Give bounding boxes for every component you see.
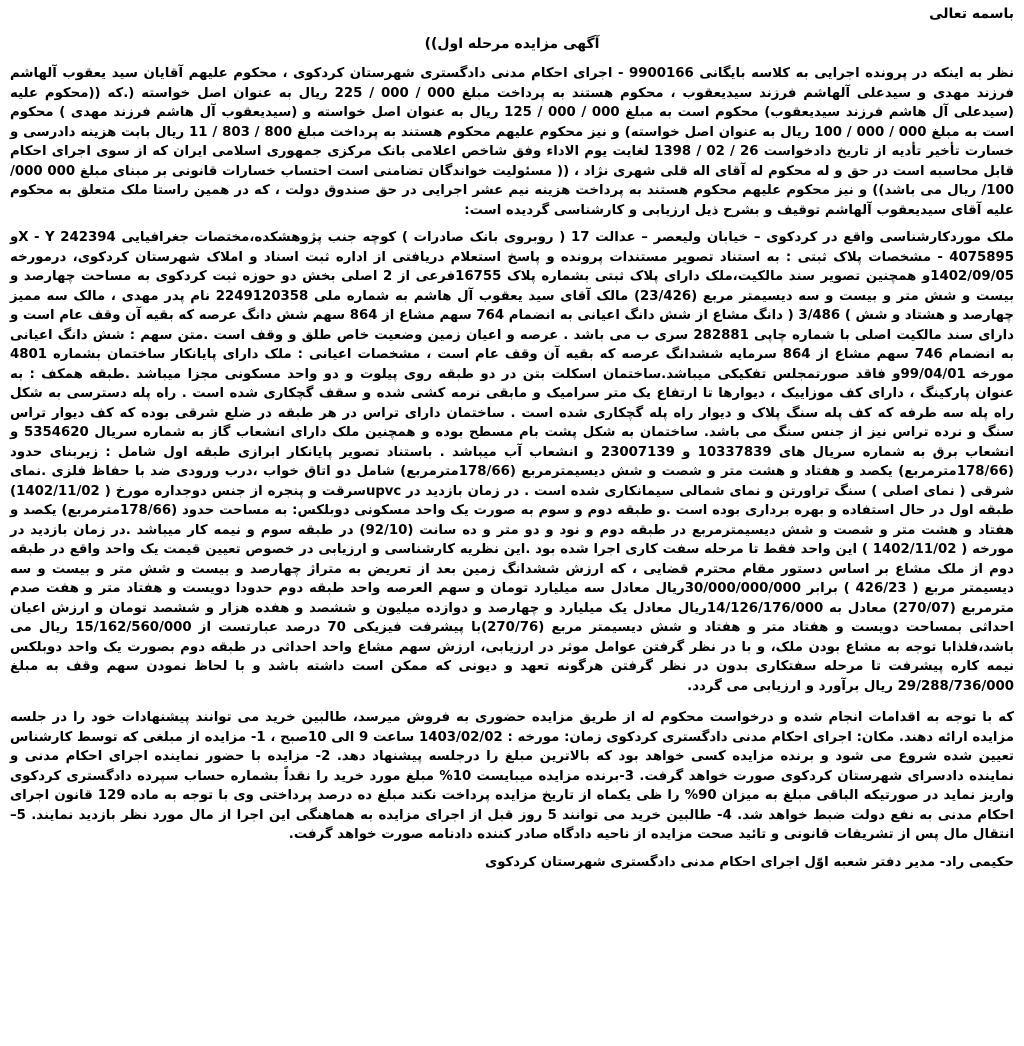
signature-line: حکیمی راد- مدیر دفتر شعبه اوّل اجرای احکام مدنی دادگستری شهرستان کردکوی bbox=[485, 854, 1014, 870]
property-appraisal-paragraph: ملک موردکارشناسی واقع در کردکوی – خیابان ولیعصر – عدالت 17 ( روبروی بانک صادرات ) کوچه جنب پژوهشکده،مختصات جغرافیایی 242394 X - Yو 4075895 - مشخصات پلاک ثبتی : به استناد تصویر مستندات پرونده و پاسخ استعلام دریافتی از اداره ثبت اسناد و املاک شهرستان کردکوی، درمورخه 1402/09/05و همچنین تصویر سند مالکیت،ملک دارای پلاک ثبتی بشماره پلاک 16755فرعی از 2 اصلی بخش دو حوزه ثبت کردکوی به مساحت چهارصد و بیست و شش متر و بیست و سه دیسیمتر مربع (23/426) مالک آقای سید یعقوب آل هاشم به شماره ملی 2249120358 نام پدر مهدی ، مالک سه ممیز چهارصد و هشتاد و شش ) 3/486 ( دانگ مشاع از شش دانگ اعیانی به انضمام 764 سهم مشاع از 864 سهم شش دانگ عرصه که بقیه آن وقف عام است و دارای سند مالکیت اصلی با شماره چاپی 282881 سری ب می باشد . عرصه و اعیان زمین وضعیت خاص طلق و وقف است .متن سهم : شش دانگ اعیانی به انضمام 746 سهم مشاع از 864 سرمایه ششدانگ عرصه که بقیه آن وقف عام است ، مشخصات اعیانی : ملک دارای پایانکار ساختمان بشماره 4801 مورخه 99/04/01و فاقد صورتمجلس تفکیکی میباشد.ساختمان اسکلت بتن در دو طبقه روی پیلوت و دو واحد مسکونی مجزا میباشد .طبقه همکف : به عنوان پارکینگ ، دارای کف موزاییک ، دیوارها تا ارتفاع یک متر سرامیک و مابقی نرمه کشی شده و سقف گچکاری شده است . راه پله دسترسی به شکل راه پله سه طرفه که کف پله سنگ پلاک و دیوار راه پله گچکاری شده است . ساختمان دارای تراس در هر طبقه در ضلع شرقی بوده که کف دیوار تراس سنگ و نرده تراس نیز از جنس سنگ می باشد. ساختمان به شکل پشت بام مسطح بوده و همچنین ملک دارای انشعاب گاز به شماره سریال 5354620 و انشعاب برق به شماره سریال های 10337839 و 23007139 و انشعاب آب میباشد . باستناد تصویر پایانکار ابرازی طبقه اول شامل : زیربنای حدود (178/66مترمربع) یکصد و هفتاد و هشت متر و شصت و شش دیسیمترمربع (178/66مترمربع) شامل دو اتاق خواب ،درب ورودی ضد با حفاظ فلزی .نمای شرقی ( نمای اصلی ) سنگ تراورتن و نمای شمالی سیمانکاری شده است . در زمان بازدید در upvcسرقت و پنجره از جنس دوجداره مورخ ( 1402/11/02) طبقه اول در حال استفاده و بهره برداری بوده است .و طبقه دوم و سوم به صورت یک واحد مسکونی دوبلکس: به مساحت حدود (178/66مترمربع) یکصد و هفتاد و هشت متر و شصت و شش دیسیمترمربع در طبقه دوم و نود و دو متر و ده سانت (92/10) در طبقه سوم و نیمه کار میباشد .در زمان بازدید در مورخه ( 1402/11/02 ) این واحد فقط تا مرحله سفت کاری اجرا شده بود .این نظریه کارشناسی و ارزیابی در خصوص تعیین قیمت یک واحد واقع در طبقه دوم از ملک مشاع بر اساس دستور مقام محترم قضایی ، که ارزش ششدانگ زمین بعد از تعریض به متراژ چهارصد و بیست و شش متر و بیست و سه دیسیمتر مربع ( 426/23 ) برابر 30/000/000/000ریال معادل سه میلیارد تومان و سهم العرصه واحد طبقه دوم حدودا دویست و هفتاد متر و هفت صدم مترمربع (270/07) معادل به 14/126/176/000ریال معادل یک میلیارد و چهارصد و دوازده میلیون و ششصد و هفده هزار و ششصد تومان و ارزش اعیان احداثی بمساحت دویست و هفتاد متر و هفتاد و شش دیسیمتر مربع (270/76)با پیشرفت فیزیکی 70 درصد عبارتست از 15/162/560/000 ریال می باشد،فلذابا توجه به مشاع بودن ملک، و با در نظر گرفتن عوامل موثر در ارزیابی، ارزش سهم مشاع واحد احداثی در طبقه دوم بصورت یک واحد دوبلکس نیمه کاره پیشرفت تا مرحله سفتکاری بدون در نظر گرفتن هرگونه تعهد و دیونی که ممکن است داشته باشد و با لحاظ نمودن سهم وقف به مبلغ 29/288/736/000 ریال برآورد و ارزیابی می گردد. bbox=[10, 230, 1015, 694]
notice-title: آگهی مزایده مرحله اول)) bbox=[424, 36, 600, 52]
auction-notice bbox=[10, 4, 1014, 872]
invocation-heading: باسمه تعالی bbox=[929, 6, 1014, 22]
case-details-paragraph: نظر به اینکه در پرونده اجرایی به کلاسه بایگانی 9900166 - اجرای احکام مدنی دادگستری شهرستان کردکوی ، محکوم علیهم آقایان سید یعقوب آلهاشم فرزند مهدی و سیدعلی آلهاشم فرزند سیدیعقوب ، محکوم هستند به پرداخت مبلغ 000 / 000 / 225 ریال به عنوان اصل خواسته (.که ((محکوم علیه (سیدعلی آل هاشم فرزند سیدیعقوب) محکوم است به مبلغ 000 / 000 / 125 ریال به عنوان اصل خواسته و (سیدیعقوب آل هاشم فرزند مهدی ) محکوم است به مبلغ 000 / 000 / 100 ریال به عنوان اصل خواسته) و نیز محکوم علیهم محکوم هستند به پرداخت مبلغ 800 / 803 / 11 ریال بابت هزینه دادرسی و خسارت تأخیر تأدیه از تاریخ دادخواست 26 / 02 / 1398 لغایت یوم الاداء وفق شاخص اعلامی بانک مرکزی جمهوری اسلامی ایران که از سوی اجرای احکام قابل محاسبه است در حق و له محکوم له آقای اله قلی شهری نژاد ، (( مسئولیت خواندگان تضامنی است احتساب خسارات قانونی بر مبنای مبلغ 000 000/ 100/ ریال می باشد)) و نیز محکوم علیهم محکوم هستند به پرداخت هزینه نیم عشر اجرایی در حق صندوق دولت ، که در همین راستا ملک متعلق به محکوم علیه آقای سیدیعقوب آلهاشم توقیف و بشرح ذیل ارزیابی و کارشناسی گردیده است: bbox=[10, 66, 1015, 218]
auction-terms-paragraph: که با توجه به اقدامات انجام شده و درخواست محکوم له از طریق مزایده حضوری به فروش میرسد، طالبین خرید می توانند پیشنهادات خود را در جلسه مزایده ارائه دهند. مکان: اجرای احکام مدنی دادگستری کردکوی زمان: مورخه : 1403/02/02 ساعت 9 الی 10صبح ، 1- مزایده از مبلغی که توسط کارشناس تعیین شده شروع می شود و برنده مزایده کسی خواهد بود که بالاترین مبلغ را درجلسه پیشنهاد دهد. 2- مزایده با حضور نماینده اجرای احکام مدنی و نماینده دادسرای شهرستان کردکوی صورت خواهد گرفت. 3-برنده مزایده میبایست 10% مبلغ مورد خرید را نقداً بشماره حساب سپرده دادگستری کردکوی واریز نماید در صورتیکه الباقی مبلغ به میزان 90% را ظی یکماه از تاریخ مزایده پرداخت نکند مبلغ ده درصد پرداختی وی با توجه به ماده 129 قانون اجرای احکام مدنی به نفع دولت ضبط خواهد شد. 4- طالبین خرید می توانند 5 روز قبل از اجرای مزایده به هماهنگی این اجرا از مال مورد نظر بازدید نمایند. 5– انتقال مال پس از تشریفات قانونی و تائید صحت مزایده از ناحیه دادگاه صادر کننده دادنامه صورت خواهد گرفت. bbox=[10, 710, 1015, 842]
